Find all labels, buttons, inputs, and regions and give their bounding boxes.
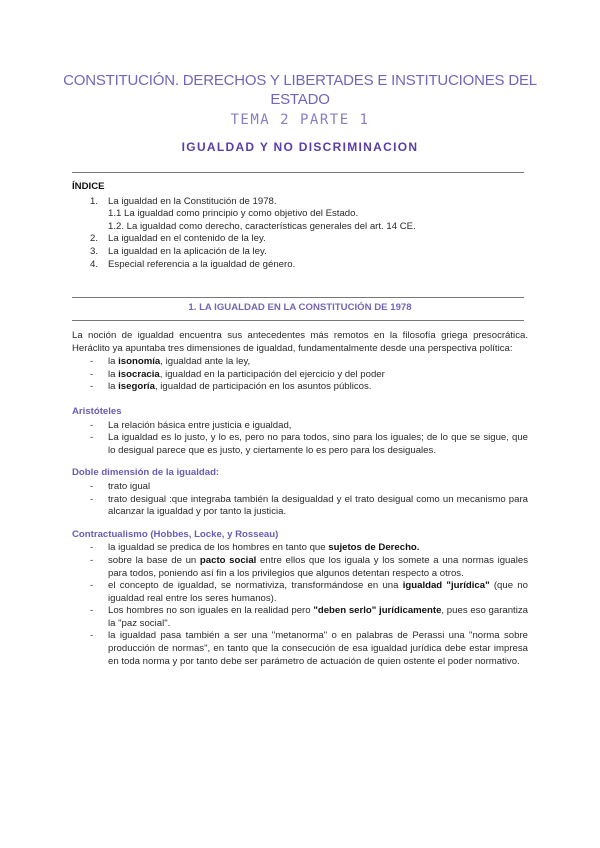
list-item: - La relación básica entre justicia e igualdad, — [90, 419, 292, 431]
list-item: - La igualdad es lo justo, y lo es, pero no para todos, sino para los iguales; de lo que se sigue, que lo desigual parece que es justo, y ciertamente lo es pero para los desiguales. — [90, 432, 528, 456]
list-item: - la igualdad se predica de los hombres en tanto que sujetos de Derecho. — [90, 542, 420, 554]
document-subtitle: TEMA 2 PARTE 1 — [230, 112, 370, 128]
index-item: 2. La igualdad en el contenido de la ley. — [90, 233, 266, 245]
list-item: - Los hombres no son iguales en la realidad pero "deben serlo" jurídicamente, pues eso garantiza la "paz social". — [90, 605, 528, 629]
aristoteles-list — [72, 420, 528, 458]
contractualismo-heading: Contractualismo (Hobbes, Locke, y Rosseau) — [72, 528, 279, 540]
index-heading: ÍNDICE — [72, 181, 105, 192]
list-item: - trato igual — [90, 480, 151, 492]
divider — [72, 320, 524, 321]
index-subitem: 1.1 La igualdad como principio y como objetivo del Estado. — [108, 208, 359, 220]
index-item: 1. La igualdad en la Constitución de 1978. — [90, 195, 277, 207]
index-item: 4. Especial referencia a la igualdad de género. — [90, 258, 296, 270]
divider — [72, 172, 524, 173]
section-body — [72, 330, 528, 668]
aristoteles-heading: Aristóteles — [72, 405, 122, 417]
list-item: - el concepto de igualdad, se normativiza, transformándose en una igualdad "jurídica" (que no igualdad real entre los seres humanos). — [90, 580, 528, 604]
list-item: - la isegoría, igualdad de participación en los asuntos públicos. — [90, 381, 372, 393]
document-title: CONSTITUCIÓN. DERECHOS Y LIBERTADES E INSTITUCIONES DEL ESTADO — [63, 72, 537, 108]
doble-dimension-list — [72, 481, 528, 519]
dimension-list — [72, 356, 528, 394]
index-section — [72, 181, 528, 271]
list-item: - la isonomía, igualdad ante la ley, — [90, 356, 251, 368]
doble-dimension-heading: Doble dimensión de la igualdad: — [72, 467, 220, 479]
list-item: - la igualdad pasa también a ser una "metanorma" o en palabras de Perassi una "norma sobre producción de normas", en tanto que la consecución de esa igualdad jurídica debe estar impresa en toda norma y por tanto debe ser parámetro de actuación de quien ostente el poder normativo. — [90, 630, 528, 667]
index-subitem: 1.2. La igualdad como derecho, características generales del art. 14 CE. — [108, 220, 416, 232]
contractualismo-list — [72, 542, 528, 668]
list-item: - sobre la base de un pacto social entre ellos que los iguala y los somete a una normas iguales para todos, poniendo así fin a los privilegios que algunos detentan respecto a otros. — [90, 554, 528, 579]
list-item: - la isocracia, igualdad en la participación del ejercicio y del poder — [90, 368, 385, 380]
divider — [72, 297, 524, 298]
list-item: - trato desigual :que integraba también la desigualdad y el trato desigual como un mecanismo para alcanzar la igualdad y por tanto la justicia. — [90, 493, 528, 518]
index-list — [72, 196, 528, 272]
index-item: 3. La igualdad en la aplicación de la ley. — [90, 245, 267, 257]
topic-heading: IGUALDAD Y NO DISCRIMINACION — [181, 140, 419, 154]
section-title: 1. LA IGUALDAD EN LA CONSTITUCIÓN DE 1978 — [188, 302, 412, 313]
intro-paragraph: La noción de igualdad encuentra sus antecedentes más remotos en la filosofía griega presocrática. Heráclito ya apuntaba tres dimensiones de igualdad, fundamentalmente desde una perspectiva política: — [72, 330, 528, 354]
